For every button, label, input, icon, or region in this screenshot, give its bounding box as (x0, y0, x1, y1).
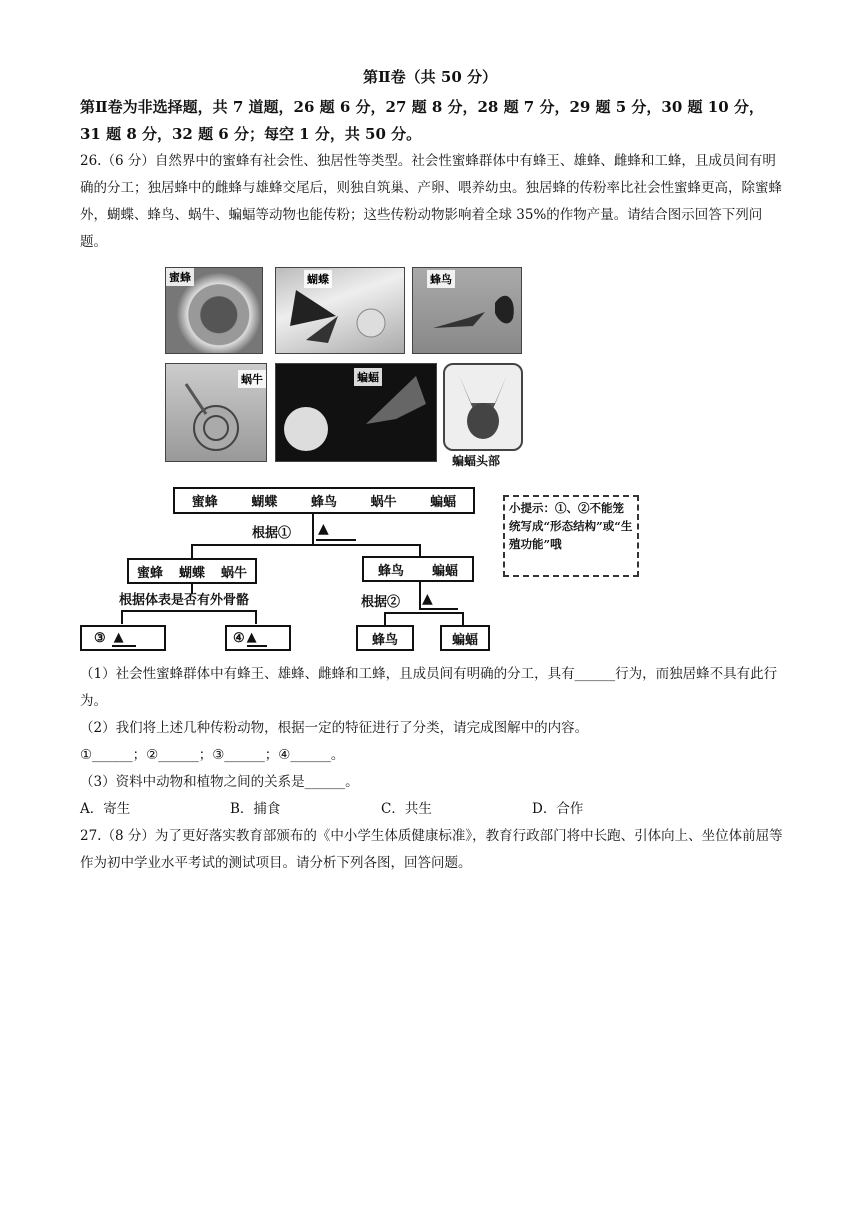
q26-stem: 26.（6 分）自然界中的蜜蜂有社会性、独居性等类型。社会性蜜蜂群体中有蜂王、雄蜂、雌蜂和工蜂，且成员间有明确的分工；独居蜂中的雌蜂与雄蜂交尾后，则独自筑巢、产卵、喂养幼虫。独居蜂的传粉率比社会性蜜蜂更高，除蜜蜂外，蝴蝶、蜂鸟、蜗牛、蝙蝠等动物也能传粉；这些传粉动物影响着全球 35%的作物产量。请结合图示回答下列问题。 (80, 153, 782, 250)
group-item: 蜜蜂 (136, 565, 163, 581)
right-group-box (362, 556, 474, 582)
connector-line (121, 610, 123, 624)
connector-line (191, 544, 193, 558)
connector-line (384, 612, 386, 625)
leaf-box-3 (80, 625, 166, 651)
leaf-box-hummingbird (356, 625, 414, 651)
group-item: 蝴蝶 (178, 565, 205, 581)
hummingbird-photo (412, 267, 522, 354)
leaf-label-hummingbird: 蜂鸟 (371, 632, 398, 648)
basis1-label: 根据① (252, 526, 292, 541)
bat-head-icon (445, 365, 521, 449)
q26-sub2: （2）我们将上述几种传粉动物，根据一定的特征进行了分类，请完成图解中的内容。 (80, 720, 589, 736)
bat-photo (275, 363, 437, 462)
butterfly-photo (275, 267, 405, 354)
triangle-blank-1: ▲ (318, 521, 329, 537)
group-item: 蝙蝠 (431, 563, 458, 579)
bat-head-label: 蝙蝠头部 (452, 454, 501, 468)
group-item: 蜗牛 (370, 495, 397, 510)
q26-sub1: （1）社会性蜜蜂群体中有蜂王、雄蜂、雌蜂和工蜂，且成员间有明确的分工，具有______行为，而独居蜂不具有此行为。 (80, 666, 778, 709)
connector-line (384, 612, 464, 614)
group-item: 蜗牛 (220, 565, 247, 581)
leaf-label-3: ③ (94, 630, 106, 646)
butterfly-icon (276, 268, 404, 353)
connector-line (121, 610, 257, 612)
bee-label: 蜜蜂 (166, 268, 194, 286)
bat-head-photo (443, 363, 523, 451)
q26-sub3: （3）资料中动物和植物之间的关系是______。 (80, 774, 359, 790)
option-b[interactable]: B．捕食 (230, 801, 281, 817)
group-item: 蝙蝠 (430, 495, 457, 510)
connector-line (191, 544, 421, 546)
leaf-box-4 (225, 625, 291, 651)
option-d[interactable]: D．合作 (532, 801, 584, 817)
snail-label: 蜗牛 (238, 370, 266, 388)
section-title: 第Ⅱ卷（共 50 分） (363, 68, 497, 86)
leaf-box-bat (440, 625, 490, 651)
group-item: 蜂鸟 (310, 495, 337, 510)
connector-line (255, 610, 257, 624)
butterfly-label: 蝴蝶 (304, 270, 332, 288)
blank-underline (420, 608, 458, 610)
triangle-blank-4: ▲ (247, 630, 267, 647)
group-item: 蜂鸟 (377, 563, 404, 579)
triangle-blank-3: ▲ (112, 630, 136, 647)
bee-photo (165, 267, 263, 354)
q26-sub2-blanks: ①______；②______；③______；④______。 (80, 747, 345, 763)
hummingbird-label: 蜂鸟 (427, 270, 455, 288)
top-group-box (173, 487, 475, 514)
leaf-label-4: ④ (233, 630, 245, 646)
option-c[interactable]: C．共生 (381, 801, 432, 817)
group-item: 蝴蝶 (251, 495, 278, 510)
connector-line (312, 514, 314, 544)
basis2-label: 根据② (361, 595, 401, 610)
left-basis-label: 根据体表是否有外骨骼 (119, 593, 250, 608)
section-intro: 第Ⅱ卷为非选择题，共 7 道题，26 题 6 分，27 题 8 分，28 题 7 分，29 题 5 分，30 题 10 分，31 题 8 分，32 题 6 分；每空 1 分，共 50 分。 (80, 98, 764, 143)
leaf-label-bat: 蝙蝠 (451, 632, 478, 648)
left-group-box (127, 558, 257, 584)
snail-photo (165, 363, 267, 462)
bat-label: 蝙蝠 (354, 368, 382, 386)
connector-line (419, 582, 421, 610)
blank-underline (316, 539, 356, 541)
group-item: 蜜蜂 (191, 495, 218, 510)
hint-box: 小提示：①、②不能笼统写成“形态结构”或“生殖功能”哦 (503, 495, 639, 577)
option-a[interactable]: A．寄生 (80, 801, 131, 817)
q27-stem: 27.（8 分）为了更好落实教育部颁布的《中小学生体质健康标准》，教育行政部门将中长跑、引体向上、坐位体前屈等作为初中学业水平考试的测试项目。请分析下列各图，回答问题。 (80, 828, 783, 871)
triangle-blank-2: ▲ (422, 591, 433, 607)
connector-line (462, 612, 464, 625)
